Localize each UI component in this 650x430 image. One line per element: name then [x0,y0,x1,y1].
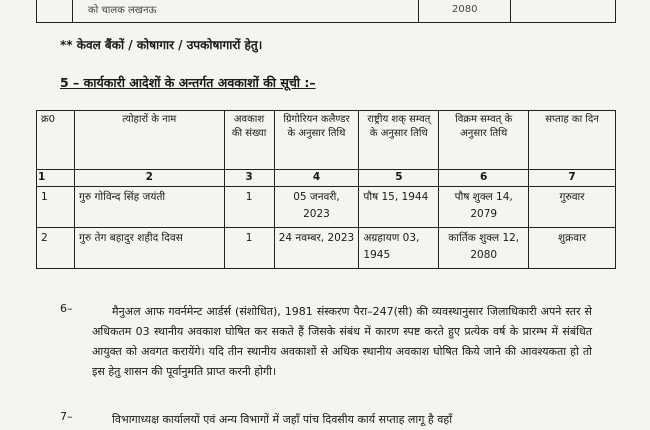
row-vikram-date: कार्तिक शुक्ल 12, 2080 [439,228,529,269]
index-cell: 7 [529,170,616,187]
row-gregorian-date: 24 नवम्बर, 2023 [274,228,359,269]
row-festival-name: गुरु तेग बहादुर शहीद दिवस [74,228,224,269]
header-festival-name: त्योहारों के नाम [74,111,224,170]
header-holiday-count: अवकाश की संख्या [224,111,274,170]
holidays-table [36,110,616,269]
row-serial: 2 [37,228,75,269]
prev-table-fragment-text: को चालक लखनऊ [88,5,157,16]
row-holiday-count: 1 [224,187,274,228]
index-cell: 1 [37,170,75,187]
index-cell: 6 [439,170,529,187]
index-cell: 4 [274,170,359,187]
row-weekday: शुक्रवार [529,228,616,269]
prev-table-vline-4 [510,0,511,23]
row-serial: 1 [37,187,75,228]
prev-table-bottom-border [36,22,616,23]
table-row [37,228,616,269]
prev-table-vline-5 [615,0,616,23]
row-weekday: गुरुवार [529,187,616,228]
header-serial: क्र0 [37,111,75,170]
paragraph-7-number: 7– [60,410,73,423]
row-holiday-count: 1 [224,228,274,269]
header-gregorian-date: ग्रिगोरियन कलैण्डर के अनुसार तिथि [274,111,359,170]
row-saka-date: पौष 15, 1944 [359,187,439,228]
prev-table-vline-1 [36,0,37,23]
banks-note: ** केवल बैंकों / कोषागार / उपकोषागारों हेतु। [60,38,263,52]
index-cell: 3 [224,170,274,187]
prev-table-fragment-num: 2080 [452,4,478,15]
header-saka-date: राष्ट्रीय शक् सम्वत् के अनुसार तिथि [359,111,439,170]
prev-table-vline-2 [72,0,73,23]
row-gregorian-date: 05 जनवरी, 2023 [274,187,359,228]
header-vikram-date: विक्रम सम्वत् के अनुसार तिथि [439,111,529,170]
index-cell: 5 [359,170,439,187]
section-heading: 5 – कार्यकारी आदेशों के अन्तर्गत अवकाशों की सूची :– [60,75,316,90]
paragraph-7-text: विभागाध्यक्ष कार्यालयों एवं अन्य विभागों में जहाँ पांच दिवसीय कार्य सप्ताह लागू है वहाँ [112,413,453,426]
prev-table-vline-3 [418,0,419,23]
index-cell: 2 [74,170,224,187]
row-vikram-date: पौष शुक्ल 14, 2079 [439,187,529,228]
row-festival-name: गुरु गोविन्द सिंह जयंती [74,187,224,228]
row-saka-date: अग्रहायण 03, 1945 [359,228,439,269]
paragraph-6-text: मैनुअल आफ गवर्नमेन्ट आर्डर्स (संशोधित), 1981 संस्करण पैरा–247(सी) की व्यवस्थानुसार जिलाधिकारी अपने स्तर से अधिकतम 03 स्थानीय अवकाश घोषित कर सकते हैं जिसके संबंध में कारण स्पष्ट करते हुए प्रत्येक वर्ष के प्रारम्भ में संबंधित आयुक्त को अवगत करायेंगे। यदि तीन स्थानीय अवकाशों से अधिक स्थानीय अवकाश घोषित किये जाने की आवश्यकता हो तो इस हेतु शासन की पूर्वानुमति प्राप्त करनी होगी। [92,305,592,378]
paragraph-6-number: 6– [60,302,73,315]
table-index-row [37,170,616,187]
header-weekday: सप्ताह का दिन [529,111,616,170]
table-row [37,187,616,228]
table-header-row [37,111,616,170]
